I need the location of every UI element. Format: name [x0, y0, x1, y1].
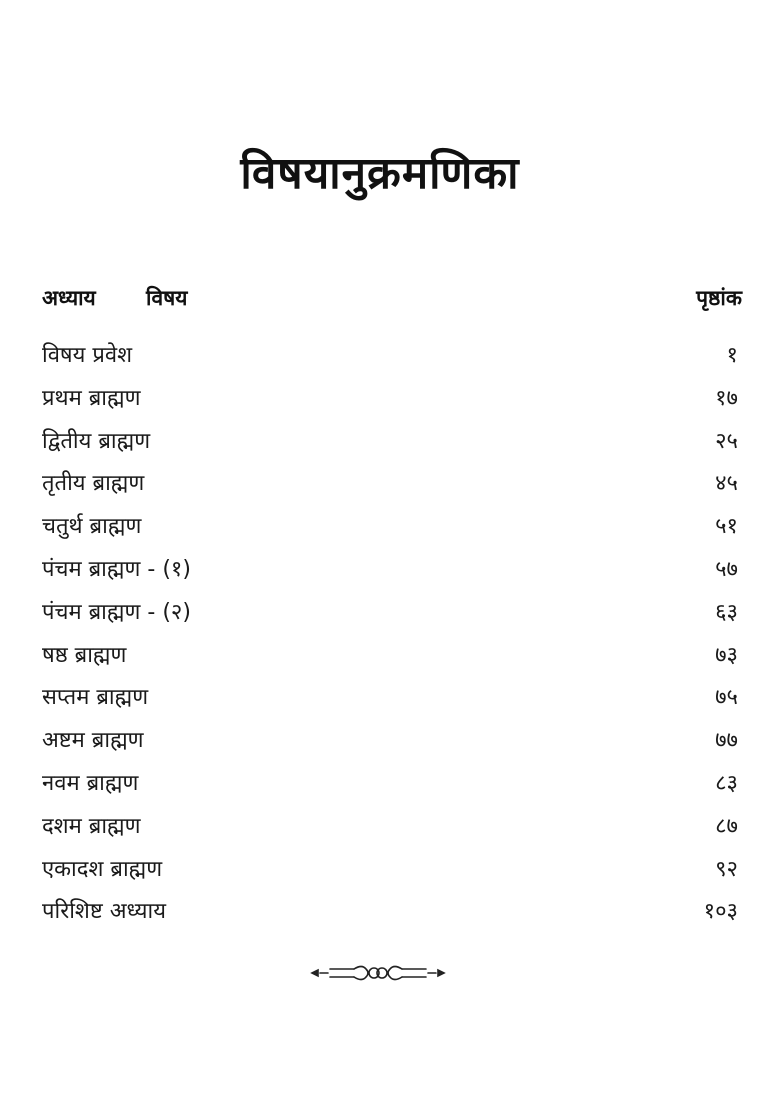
header-page-number: पृष्ठांक — [696, 286, 742, 310]
toc-entry-subject: चतुर्थ ब्राह्मण — [42, 514, 142, 540]
toc-entry-page: ७५ — [715, 685, 738, 711]
toc-entry — [42, 509, 742, 552]
toc-entry-page: ५७ — [715, 556, 738, 582]
toc-header — [42, 284, 742, 316]
toc-entry-subject: तृतीय ब्राह्मण — [42, 471, 145, 497]
toc-entry-subject: विषय प्रवेश — [42, 343, 133, 368]
toc-entry — [42, 424, 742, 467]
toc-entry-page: ७७ — [715, 728, 738, 754]
toc-entry-page: १ — [726, 343, 738, 368]
toc-entry-subject: दशम ब्राह्मण — [42, 813, 141, 839]
toc-entry — [42, 466, 742, 509]
toc-entry — [42, 809, 742, 852]
toc-entry-subject: षष्ठ ब्राह्मण — [42, 642, 127, 668]
toc-entry-page: ९२ — [715, 856, 738, 882]
toc-entry — [42, 338, 742, 381]
toc-entry — [42, 894, 742, 937]
toc-entry — [42, 680, 742, 723]
toc-entry-subject: परिशिष्ट अध्याय — [42, 899, 166, 925]
toc-list — [42, 338, 742, 937]
toc-entry — [42, 595, 742, 638]
toc-entry — [42, 852, 742, 895]
toc-entry-subject: द्वितीय ब्राह्मण — [42, 428, 151, 454]
header-chapter: अध्याय — [42, 286, 96, 310]
toc-entry-page: १७ — [715, 385, 738, 411]
toc-entry-subject: एकादश ब्राह्मण — [42, 856, 163, 882]
toc-entry-page: ६३ — [715, 599, 738, 625]
toc-entry — [42, 723, 742, 766]
toc-entry-subject: पंचम ब्राह्मण - (१) — [42, 556, 191, 582]
toc-entry-page: ७३ — [715, 642, 738, 668]
toc-entry-page: २५ — [715, 428, 738, 454]
toc-entry-subject: पंचम ब्राह्मण - (२) — [42, 599, 191, 625]
toc-entry-subject: नवम ब्राह्मण — [42, 770, 139, 796]
toc-entry-page: १०३ — [703, 899, 738, 925]
page-title: विषयानुक्रमणिका — [240, 148, 520, 200]
toc-entry-subject: प्रथम ब्राह्मण — [42, 385, 141, 411]
toc-entry-page: ५१ — [715, 514, 738, 540]
toc-entry-page: ८३ — [715, 770, 738, 796]
toc-entry — [42, 381, 742, 424]
toc-entry-page: ४५ — [715, 471, 738, 497]
toc-entry-page: ८७ — [715, 813, 738, 839]
toc-entry-subject: अष्टम ब्राह्मण — [42, 728, 144, 754]
header-subject: विषय — [146, 286, 188, 310]
toc-entry-subject: सप्तम ब्राह्मण — [42, 685, 149, 711]
toc-entry — [42, 552, 742, 595]
toc-entry — [42, 766, 742, 809]
decorative-divider-icon — [308, 958, 448, 988]
toc-entry — [42, 638, 742, 681]
